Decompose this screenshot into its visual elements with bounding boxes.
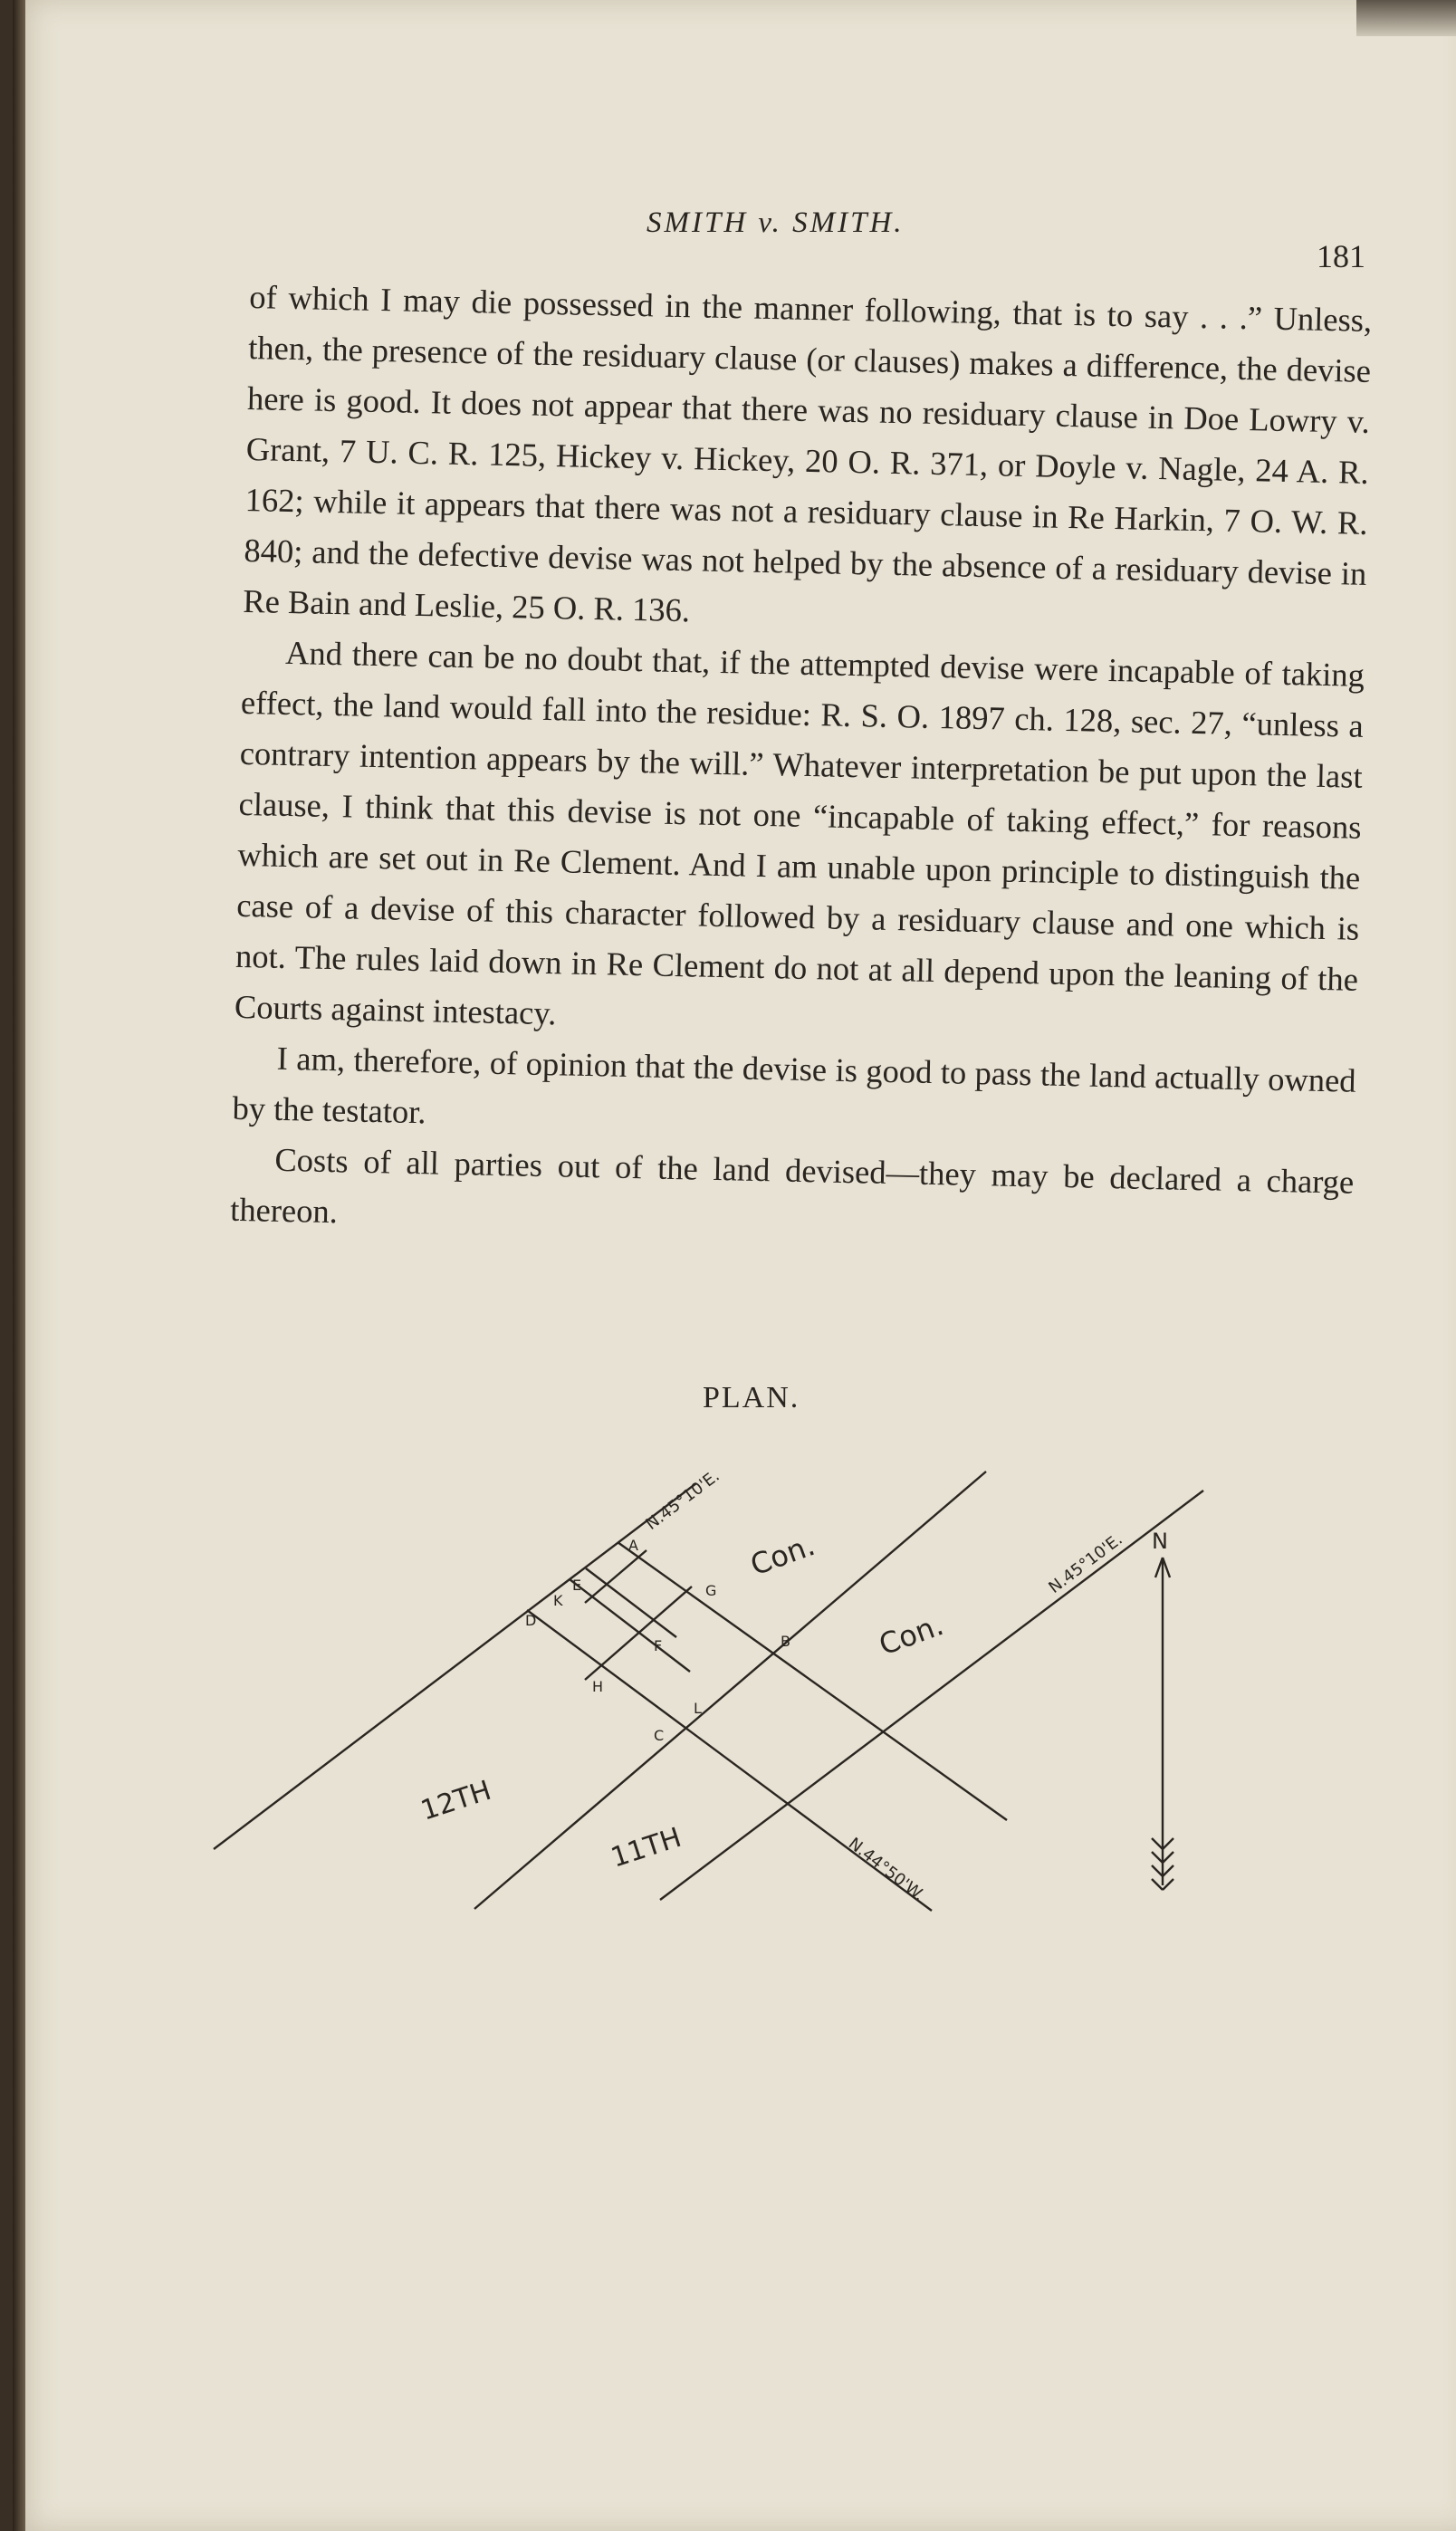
plan-title: PLAN. [703, 1381, 800, 1414]
lot-line-3 [585, 1587, 692, 1680]
point-label-b: B [781, 1633, 790, 1650]
north-arrow-feather-2 [1163, 1838, 1173, 1849]
con-label-upper: Con. [745, 1528, 819, 1583]
point-label-e: E [572, 1577, 582, 1594]
paragraph-4: Costs of all parties out of the land devised—they may be declared a charge thereon. [229, 1140, 1355, 1231]
road-line-3 [660, 1491, 1203, 1900]
bearing-label-bottom: N.44°50'W. [844, 1834, 928, 1905]
point-label-d: D [525, 1612, 537, 1629]
point-label-k: K [553, 1592, 563, 1609]
north-arrow-feather-6 [1163, 1865, 1173, 1876]
point-label-c: C [654, 1727, 665, 1744]
sideroad-line-1 [618, 1542, 1007, 1820]
north-arrow-feather-8 [1163, 1879, 1173, 1890]
north-arrow-feather-3 [1152, 1852, 1163, 1863]
concession-label-12: 12TH [417, 1774, 495, 1827]
concession-label-11: 11TH [607, 1821, 685, 1874]
paragraph-2: And there can be no doubt that, if the attempted devise were incapable of taking effect, the land would fall into the residue: R. S. O. 1897 ch. 128, sec. 27, “unless a contrary intention appears by the will.” Whatever interpretation be put upon the last clause, I think that this devise is not one “incapable of taking effect,” for reasons which are set out in Re Clement. And I am unable upon principle to distinguish the case of a devise of this character followed by a residuary clause and one which is not. The rules laid down in Re Clement do not at all depend upon the leaning of the Courts against intestacy. [234, 633, 1365, 1032]
con-label-lower: Con. [874, 1607, 948, 1663]
lot-line-1 [570, 1579, 690, 1672]
north-arrow-feather-7 [1152, 1879, 1163, 1890]
paragraph-3: I am, therefore, of opinion that the devise is good to pass the land actually owned by the testator. [232, 1039, 1356, 1131]
survey-plan-diagram [13, 0, 1456, 2531]
point-label-a: A [628, 1537, 638, 1554]
north-arrow-feather-4 [1163, 1852, 1173, 1863]
bearing-label-right: N.45°10'E. [1045, 1529, 1126, 1597]
north-label: N [1152, 1529, 1168, 1554]
point-label-h: H [592, 1678, 604, 1695]
lot-line-4 [585, 1550, 647, 1603]
point-label-l: L [694, 1700, 702, 1717]
book-page [13, 0, 1456, 2531]
point-label-g: G [705, 1582, 717, 1599]
paragraph-1: of which I may die possessed in the manner following, that is to say . . .” Unless, then, the presence of the residuary clause (or clauses) makes a difference, the devise here is good. It does not appear that there was no residuary clause in Doe Lowry v. Grant, 7 U. C. R. 125, Hickey v. Hickey, 20 O. R. 371, or Doyle v. Nagle, 24 A. R. 162; while it appears that there was not a residuary clause in Re Harkin, 7 O. W. R. 840; and the defective devise was not helped by the absence of a residuary devise in Re Bain and Leslie, 25 O. R. 136. [242, 277, 1373, 629]
page-number: 181 [1317, 238, 1365, 274]
point-label-f: F [654, 1637, 663, 1654]
running-title: SMITH v. SMITH. [647, 206, 905, 239]
north-arrow-feather-5 [1152, 1865, 1163, 1876]
bearing-label-top: N.45°10'E. [642, 1466, 723, 1534]
road-line-2 [474, 1472, 986, 1909]
north-arrow-feather-1 [1152, 1838, 1163, 1849]
